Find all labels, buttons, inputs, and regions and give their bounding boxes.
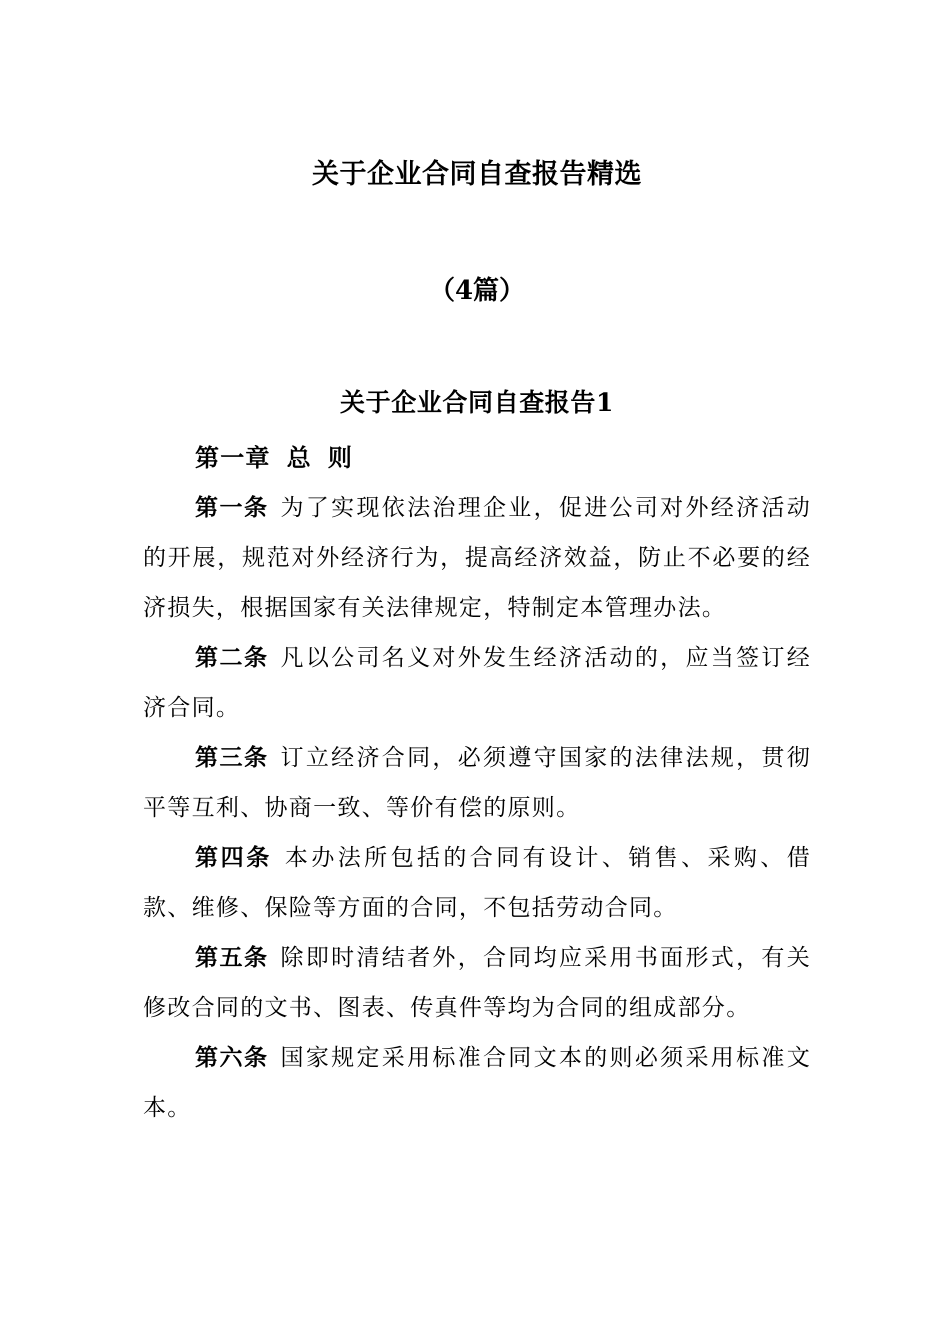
article-paragraph: [143, 833, 811, 933]
chapter-name-first-char: 总: [286, 443, 312, 472]
article-label: 第六条: [195, 1044, 269, 1071]
article-label: 第一条: [195, 494, 269, 521]
article-paragraph: [143, 733, 811, 833]
article-paragraph: [143, 633, 811, 733]
chapter-number-label: 第一章: [195, 443, 271, 472]
article-text: 国家规定采用标准合同文本的则必须采用标准文本。: [143, 1045, 811, 1121]
article-label: 第五条: [195, 944, 269, 971]
article-paragraph: [143, 483, 811, 633]
page-title: 关于企业合同自查报告精选: [312, 159, 642, 190]
chapter-heading: [143, 419, 811, 483]
chapter-name-second-char: 则: [327, 443, 354, 472]
section-title: 关于企业合同自查报告1: [340, 388, 614, 417]
article-text: 为了实现依法治理企业，促进公司对外经济活动的开展，规范对外经济行为，提高经济效益，防止不必要的经济损失，根据国家有关法律规定，特制定本管理办法。: [143, 495, 811, 621]
article-label: 第三条: [195, 744, 269, 771]
article-text: 本办法所包括的合同有设计、销售、采购、借款、维修、保险等方面的合同，不包括劳动合同。: [143, 845, 812, 921]
article-paragraph: [143, 933, 811, 1033]
article-text: 订立经济合同，必须遵守国家的法律法规，贯彻平等互利、协商一致、等价有偿的原则。: [143, 745, 811, 821]
article-paragraph: [143, 1033, 811, 1133]
document-body: [143, 0, 811, 1133]
article-label: 第四条: [195, 844, 272, 871]
article-text: 除即时清结者外，合同均应采用书面形式，有关修改合同的文书、图表、传真件等均为合同的组成部分。: [143, 945, 811, 1021]
document-count-label: （4篇）: [428, 276, 526, 306]
article-text: 凡以公司名义对外发生经济活动的，应当签订经济合同。: [143, 645, 811, 721]
article-label: 第二条: [195, 644, 269, 671]
